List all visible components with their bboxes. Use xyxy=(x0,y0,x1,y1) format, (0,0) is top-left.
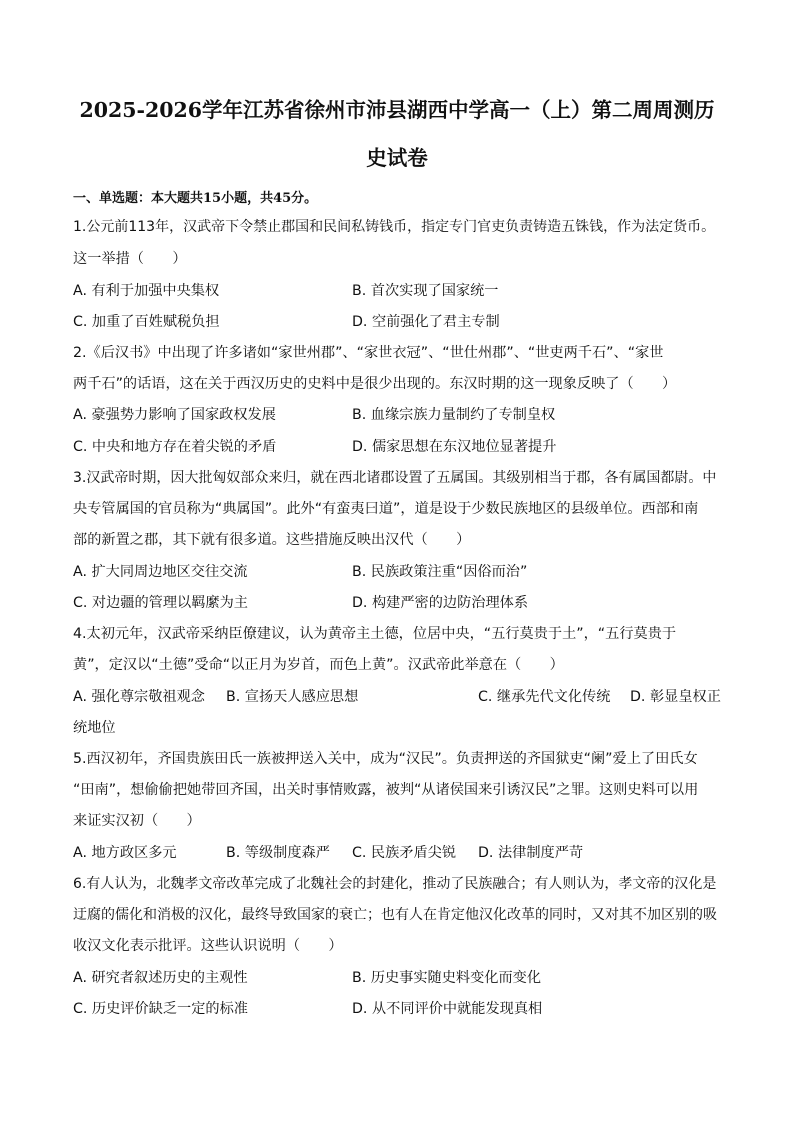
question-6-line-3: 收汉文化表示批评。这些认识说明（ ） xyxy=(73,938,343,954)
question-1-option-b: B. 首次实现了国家统一 xyxy=(352,283,499,299)
question-6-option-b: B. 历史事实随史料变化而变化 xyxy=(352,970,542,986)
question-4-line-1: 4.太初元年，汉武帝采纳臣僚建议，认为黄帝主土德，位居中央，“五行莫贵于土”，“五行莫贵于 xyxy=(73,626,677,642)
section-heading: 一、单选题：本大题共15小题，共45分。 xyxy=(73,191,318,206)
page-title-line2: 史试卷 xyxy=(366,146,428,170)
question-1-option-a: A. 有利于加强中央集权 xyxy=(73,283,220,299)
question-5-line-2: “田南”，想偷偷把她带回齐国，出关时事情败露，被判“从诸侯国来引诱汉民”之罪。这则史料可以用 xyxy=(73,782,699,798)
question-1-option-c: C. 加重了百姓赋税负担 xyxy=(73,314,220,330)
question-6-option-a: A. 研究者叙述历史的主观性 xyxy=(73,970,248,986)
question-5-option-c: C. 民族矛盾尖锐 xyxy=(352,845,457,861)
question-5-option-a: A. 地方政区多元 xyxy=(73,845,177,861)
question-2-line-1: 2.《后汉书》中出现了许多诸如“家世州郡”、“家世衣冠”、“世仕州郡”、“世吏两千石”、“家世 xyxy=(73,345,664,361)
question-4-option-b: B. 宣扬天人感应思想 xyxy=(226,689,359,705)
question-6-option-d: D. 从不同评价中就能发现真相 xyxy=(352,1001,543,1017)
question-2-line-2: 两千石”的话语，这在关于西汉历史的史料中是很少出现的。东汉时期的这一现象反映了（ ） xyxy=(73,376,677,392)
question-3-option-d: D. 构建严密的边防治理体系 xyxy=(352,595,529,611)
question-1-line-2: 这一举措（ ） xyxy=(73,251,187,267)
question-3-option-a: A. 扩大同周边地区交往交流 xyxy=(73,564,248,580)
question-3-option-c: C. 对边疆的管理以羁縻为主 xyxy=(73,595,248,611)
question-5-line-3: 来证实汉初（ ） xyxy=(73,813,201,829)
question-5-option-b: B. 等级制度森严 xyxy=(226,845,330,861)
question-5-line-1: 5.西汉初年，齐国贵族田氏一族被押送入关中，成为“汉民”。负责押送的齐国狱吏“阑”爱上了田氏女 xyxy=(73,751,698,767)
page-title-line1: 2025-2026学年江苏省徐州市沛县湖西中学高一（上）第二周周测历 xyxy=(79,98,715,122)
question-4-option-d: D. 彰显皇权正 xyxy=(630,689,721,705)
question-6-line-2: 迂腐的儒化和消极的汉化，最终导致国家的衰亡；也有人在肯定他汉化改革的同时，又对其不加区别的吸 xyxy=(73,907,717,923)
question-2-option-a: A. 豪强势力影响了国家政权发展 xyxy=(73,407,276,423)
question-2-option-d: D. 儒家思想在东汉地位显著提升 xyxy=(352,439,557,455)
question-1-option-d: D. 空前强化了君主专制 xyxy=(352,314,500,330)
question-2-option-c: C. 中央和地方存在着尖锐的矛盾 xyxy=(73,439,277,455)
question-3-line-3: 部的新置之郡，其下就有很多道。这些措施反映出汉代（ ） xyxy=(73,532,471,548)
question-4-option-d-continued: 统地位 xyxy=(73,720,116,736)
question-4-option-a: A. 强化尊宗敬祖观念 xyxy=(73,689,205,705)
question-6-line-1: 6.有人认为，北魏孝文帝改革完成了北魏社会的封建化，推动了民族融合；有人则认为，孝文帝的汉化是 xyxy=(73,876,717,892)
question-3-line-1: 3.汉武帝时期，因大批匈奴部众来归，就在西北诸郡设置了五属国。其级别相当于郡，各有属国都尉。中 xyxy=(73,470,717,486)
question-1-line-1: 1.公元前113年，汉武帝下令禁止郡国和民间私铸钱币，指定专门官吏负责铸造五铢钱，作为法定货币。 xyxy=(73,219,716,235)
question-4-option-c: C. 继承先代文化传统 xyxy=(478,689,611,705)
question-5-option-d: D. 法律制度严苛 xyxy=(478,845,584,861)
question-3-line-2: 央专管属国的官员称为“典属国”。此外“有蛮夷曰道”，道是设于少数民族地区的县级单位。西部和南 xyxy=(73,501,699,517)
question-3-option-b: B. 民族政策注重“因俗而治” xyxy=(352,564,528,580)
question-2-option-b: B. 血缘宗族力量制约了专制皇权 xyxy=(352,407,556,423)
question-6-option-c: C. 历史评价缺乏一定的标准 xyxy=(73,1001,248,1017)
question-4-line-2: 黄”，定汉以“土德”受命“以正月为岁首，而色上黄”。汉武帝此举意在（ ） xyxy=(73,657,564,673)
